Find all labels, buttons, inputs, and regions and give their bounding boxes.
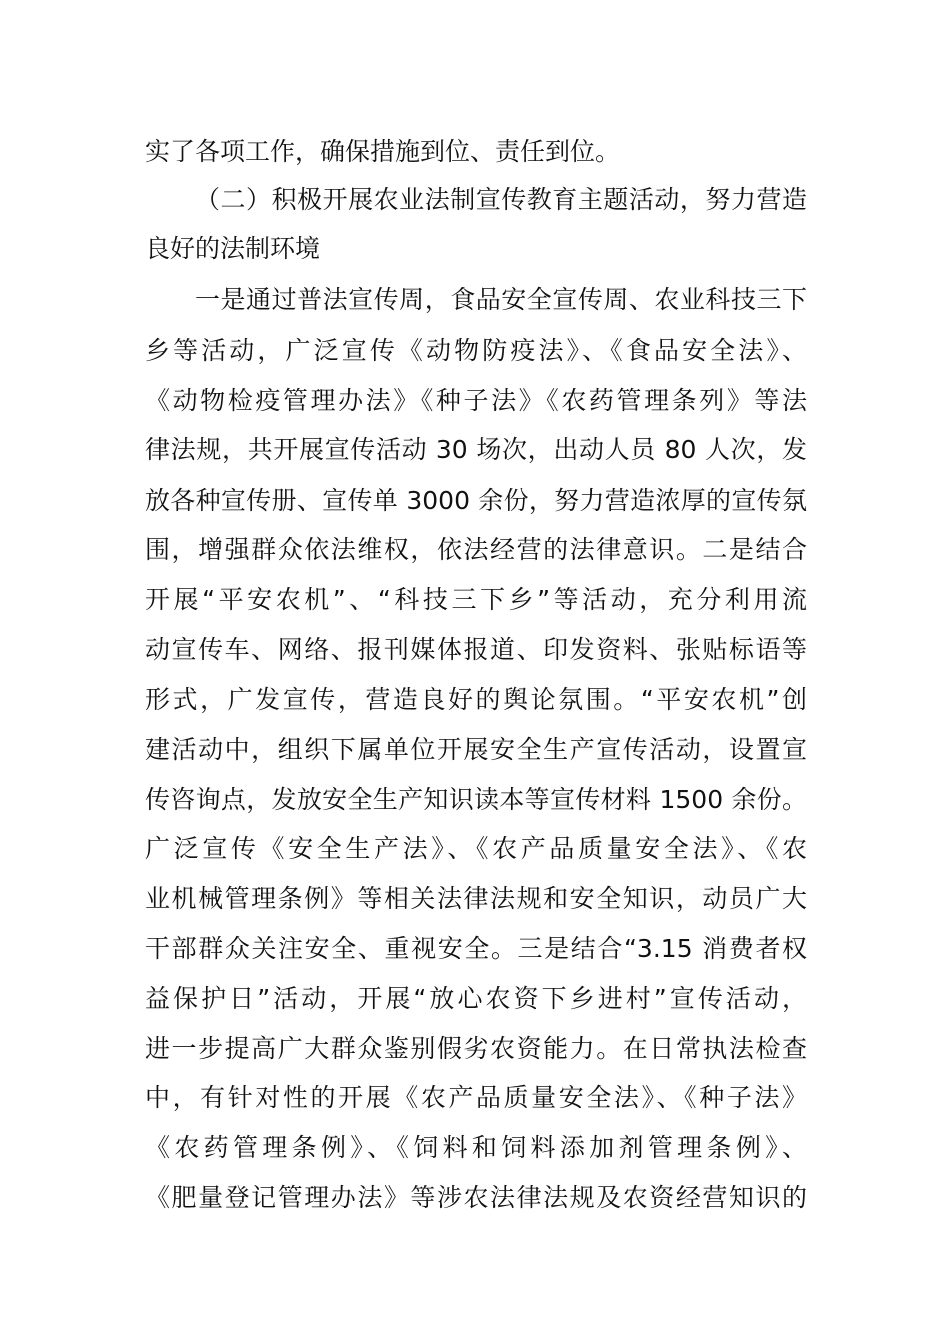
text-line: 围，增强群众依法维权，依法经营的法律意识。二是结合 — [145, 535, 807, 564]
text-line: 益保护日”活动，开展“放心农资下乡进村”宣传活动， — [145, 984, 807, 1013]
paragraph-first-line: 一是通过普法宣传周，食品安全宣传周、农业科技三下 — [195, 285, 807, 314]
text-line: 开展“平安农机”、“科技三下乡”等活动，充分利用流 — [145, 585, 807, 614]
text-line: 建活动中，组织下属单位开展安全生产宣传活动，设置宣 — [145, 735, 807, 764]
text-line: 《肥量登记管理办法》等涉农法律法规及农资经营知识的 — [145, 1183, 807, 1212]
text-line: 实了各项工作，确保措施到位、责任到位。 — [145, 137, 621, 166]
text-line: 传咨询点，发放安全生产知识读本等宣传材料 1500 余份。 — [145, 785, 807, 814]
text-line: 《动物检疫管理办法》《种子法》《农药管理条列》等法 — [145, 386, 807, 415]
section-heading-continued: 良好的法制环境 — [145, 234, 321, 263]
text-line: 形式，广发宣传，营造良好的舆论氛围。“平安农机”创 — [145, 685, 807, 714]
text-line: 放各种宣传册、宣传单 3000 余份，努力营造浓厚的宣传氛 — [145, 486, 807, 515]
text-line: 律法规，共开展宣传活动 30 场次，出动人员 80 人次，发 — [145, 435, 807, 464]
text-line: 业机械管理条例》等相关法律法规和安全知识，动员广大 — [145, 884, 807, 913]
section-heading: （二）积极开展农业法制宣传教育主题活动，努力营造 — [195, 185, 807, 214]
text-line: 乡等活动，广泛宣传《动物防疫法》、《食品安全法》、 — [145, 336, 807, 365]
text-line: 中，有针对性的开展《农产品质量安全法》、《种子法》 — [145, 1083, 807, 1112]
text-line: 进一步提高广大群众鉴别假劣农资能力。在日常执法检查 — [145, 1034, 807, 1063]
text-line: 动宣传车、网络、报刊媒体报道、印发资料、张贴标语等 — [145, 635, 807, 664]
text-line: 《农药管理条例》、《饲料和饲料添加剂管理条例》、 — [145, 1133, 807, 1162]
text-line: 干部群众关注安全、重视安全。三是结合“3.15 消费者权 — [145, 934, 807, 963]
text-line: 广泛宣传《安全生产法》、《农产品质量安全法》、《农 — [145, 834, 807, 863]
